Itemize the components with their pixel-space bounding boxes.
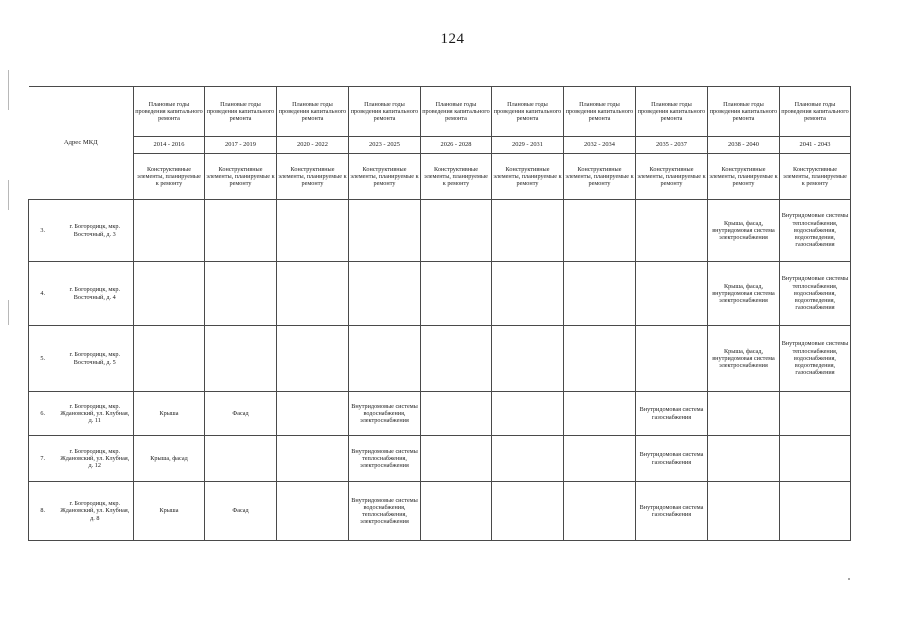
year-range: 2041 - 2043 [780,137,851,154]
building-address: г. Богородицк, мкр. Ждановский, ул. Клубная, д. 11 [57,392,134,436]
period-header: Плановые годы проведения капитального ремонта [349,87,421,137]
plan-cell [564,262,636,326]
binding-margin-mark [8,300,9,325]
plan-cell: Внутридомовые системы теплоснабжения, водоснабжения, водоотведения, газоснабжения [780,326,851,392]
elements-header: Конструктивные элементы, планируемые к ремонту [636,154,708,200]
year-range: 2023 - 2025 [349,137,421,154]
plan-cell: Внутридомовые системы теплоснабжения, электроснабжения [349,436,421,482]
row-number: 8. [29,482,57,541]
plan-cell [421,326,492,392]
plan-cell [205,326,277,392]
row-number: 3. [29,200,57,262]
capital-repair-schedule-table [28,86,851,541]
plan-cell: Внутридомовая система газоснабжения [636,482,708,541]
plan-cell [277,262,349,326]
plan-cell [421,200,492,262]
binding-margin-mark [8,70,9,110]
elements-header: Конструктивные элементы, планируемые к ремонту [421,154,492,200]
plan-cell [349,200,421,262]
plan-cell [349,262,421,326]
plan-cell: Внутридомовые системы теплоснабжения, водоснабжения, водоотведения, газоснабжения [780,262,851,326]
year-range: 2029 - 2031 [492,137,564,154]
plan-cell: Крыша, фасад [134,436,205,482]
plan-cell [492,392,564,436]
table-row [29,326,851,392]
period-header: Плановые годы проведения капитального ремонта [277,87,349,137]
plan-cell [564,482,636,541]
year-range: 2014 - 2016 [134,137,205,154]
building-address: г. Богородицк, мкр. Ждановский, ул. Клубная, д. 12 [57,436,134,482]
plan-cell [205,262,277,326]
year-range: 2032 - 2034 [564,137,636,154]
plan-cell [349,326,421,392]
plan-cell [277,200,349,262]
plan-cell [636,326,708,392]
table-row [29,436,851,482]
year-range: 2017 - 2019 [205,137,277,154]
plan-cell [780,482,851,541]
table-row [29,482,851,541]
plan-cell [564,326,636,392]
plan-cell: Крыша [134,482,205,541]
header-row-years [29,137,851,154]
plan-cell: Крыша, фасад, внутридомовая система электроснабжения [708,200,780,262]
period-header: Плановые годы проведения капитального ремонта [421,87,492,137]
plan-cell [205,436,277,482]
plan-cell [780,436,851,482]
table-row [29,392,851,436]
plan-cell [564,392,636,436]
plan-cell [708,392,780,436]
period-header: Плановые годы проведения капитального ремонта [134,87,205,137]
period-header: Плановые годы проведения капитального ремонта [780,87,851,137]
row-number: 6. [29,392,57,436]
binding-margin-mark [8,180,9,210]
row-number: 7. [29,436,57,482]
plan-cell: Внутридомовые системы теплоснабжения, водоснабжения, водоотведения, газоснабжения [780,200,851,262]
building-address: г. Богородицк, мкр. Восточный, д. 5 [57,326,134,392]
row-number: 5. [29,326,57,392]
plan-cell [277,436,349,482]
plan-cell [421,262,492,326]
header-row-elements [29,154,851,200]
elements-header: Конструктивные элементы, планируемые к ремонту [277,154,349,200]
year-range: 2026 - 2028 [421,137,492,154]
plan-cell [492,262,564,326]
plan-cell [277,482,349,541]
elements-header: Конструктивные элементы, планируемые к ремонту [205,154,277,200]
plan-cell [780,392,851,436]
plan-cell: Внутридомовые системы водоснабжения, электроснабжения [349,392,421,436]
elements-header: Конструктивные элементы, планируемые к ремонту [492,154,564,200]
year-range: 2020 - 2022 [277,137,349,154]
scan-speck [848,578,850,580]
building-address: г. Богородицк, мкр. Восточный, д. 3 [57,200,134,262]
table-row [29,200,851,262]
plan-cell [277,392,349,436]
plan-cell [564,200,636,262]
plan-cell [636,200,708,262]
plan-cell [492,200,564,262]
plan-cell [492,436,564,482]
plan-cell: Фасад [205,482,277,541]
plan-cell [564,436,636,482]
plan-cell [134,326,205,392]
year-range: 2035 - 2037 [636,137,708,154]
row-number: 4. [29,262,57,326]
elements-header: Конструктивные элементы, планируемые к ремонту [134,154,205,200]
plan-cell [492,482,564,541]
plan-cell [134,200,205,262]
year-range: 2038 - 2040 [708,137,780,154]
plan-cell: Внутридомовая система газоснабжения [636,436,708,482]
plan-cell: Крыша [134,392,205,436]
plan-cell [636,262,708,326]
address-header: Адрес МКД [29,87,134,200]
elements-header: Конструктивные элементы, планируемые к ремонту [780,154,851,200]
plan-cell [277,326,349,392]
plan-cell: Крыша, фасад, внутридомовая система электроснабжения [708,326,780,392]
page-number: 124 [440,31,465,47]
period-header: Плановые годы проведения капитального ремонта [492,87,564,137]
building-address: г. Богородицк, мкр. Ждановский, ул. Клубная, д. 8 [57,482,134,541]
plan-cell [421,482,492,541]
plan-cell: Внутридомовые системы водоснабжения, теплоснабжения, электроснабжения [349,482,421,541]
plan-cell [134,262,205,326]
plan-cell [421,392,492,436]
period-header: Плановые годы проведения капитального ремонта [708,87,780,137]
period-header: Плановые годы проведения капитального ремонта [205,87,277,137]
plan-cell [205,200,277,262]
plan-cell [708,482,780,541]
period-header: Плановые годы проведения капитального ремонта [636,87,708,137]
plan-cell [708,436,780,482]
period-header: Плановые годы проведения капитального ремонта [564,87,636,137]
elements-header: Конструктивные элементы, планируемые к ремонту [564,154,636,200]
plan-cell: Крыша, фасад, внутридомовая система электроснабжения [708,262,780,326]
elements-header: Конструктивные элементы, планируемые к ремонту [349,154,421,200]
header-row-periods [29,87,851,137]
plan-cell [492,326,564,392]
building-address: г. Богородицк, мкр. Восточный, д. 4 [57,262,134,326]
plan-cell: Внутридомовая система газоснабжения [636,392,708,436]
plan-cell [421,436,492,482]
elements-header: Конструктивные элементы, планируемые к ремонту [708,154,780,200]
plan-cell: Фасад [205,392,277,436]
table-row [29,262,851,326]
